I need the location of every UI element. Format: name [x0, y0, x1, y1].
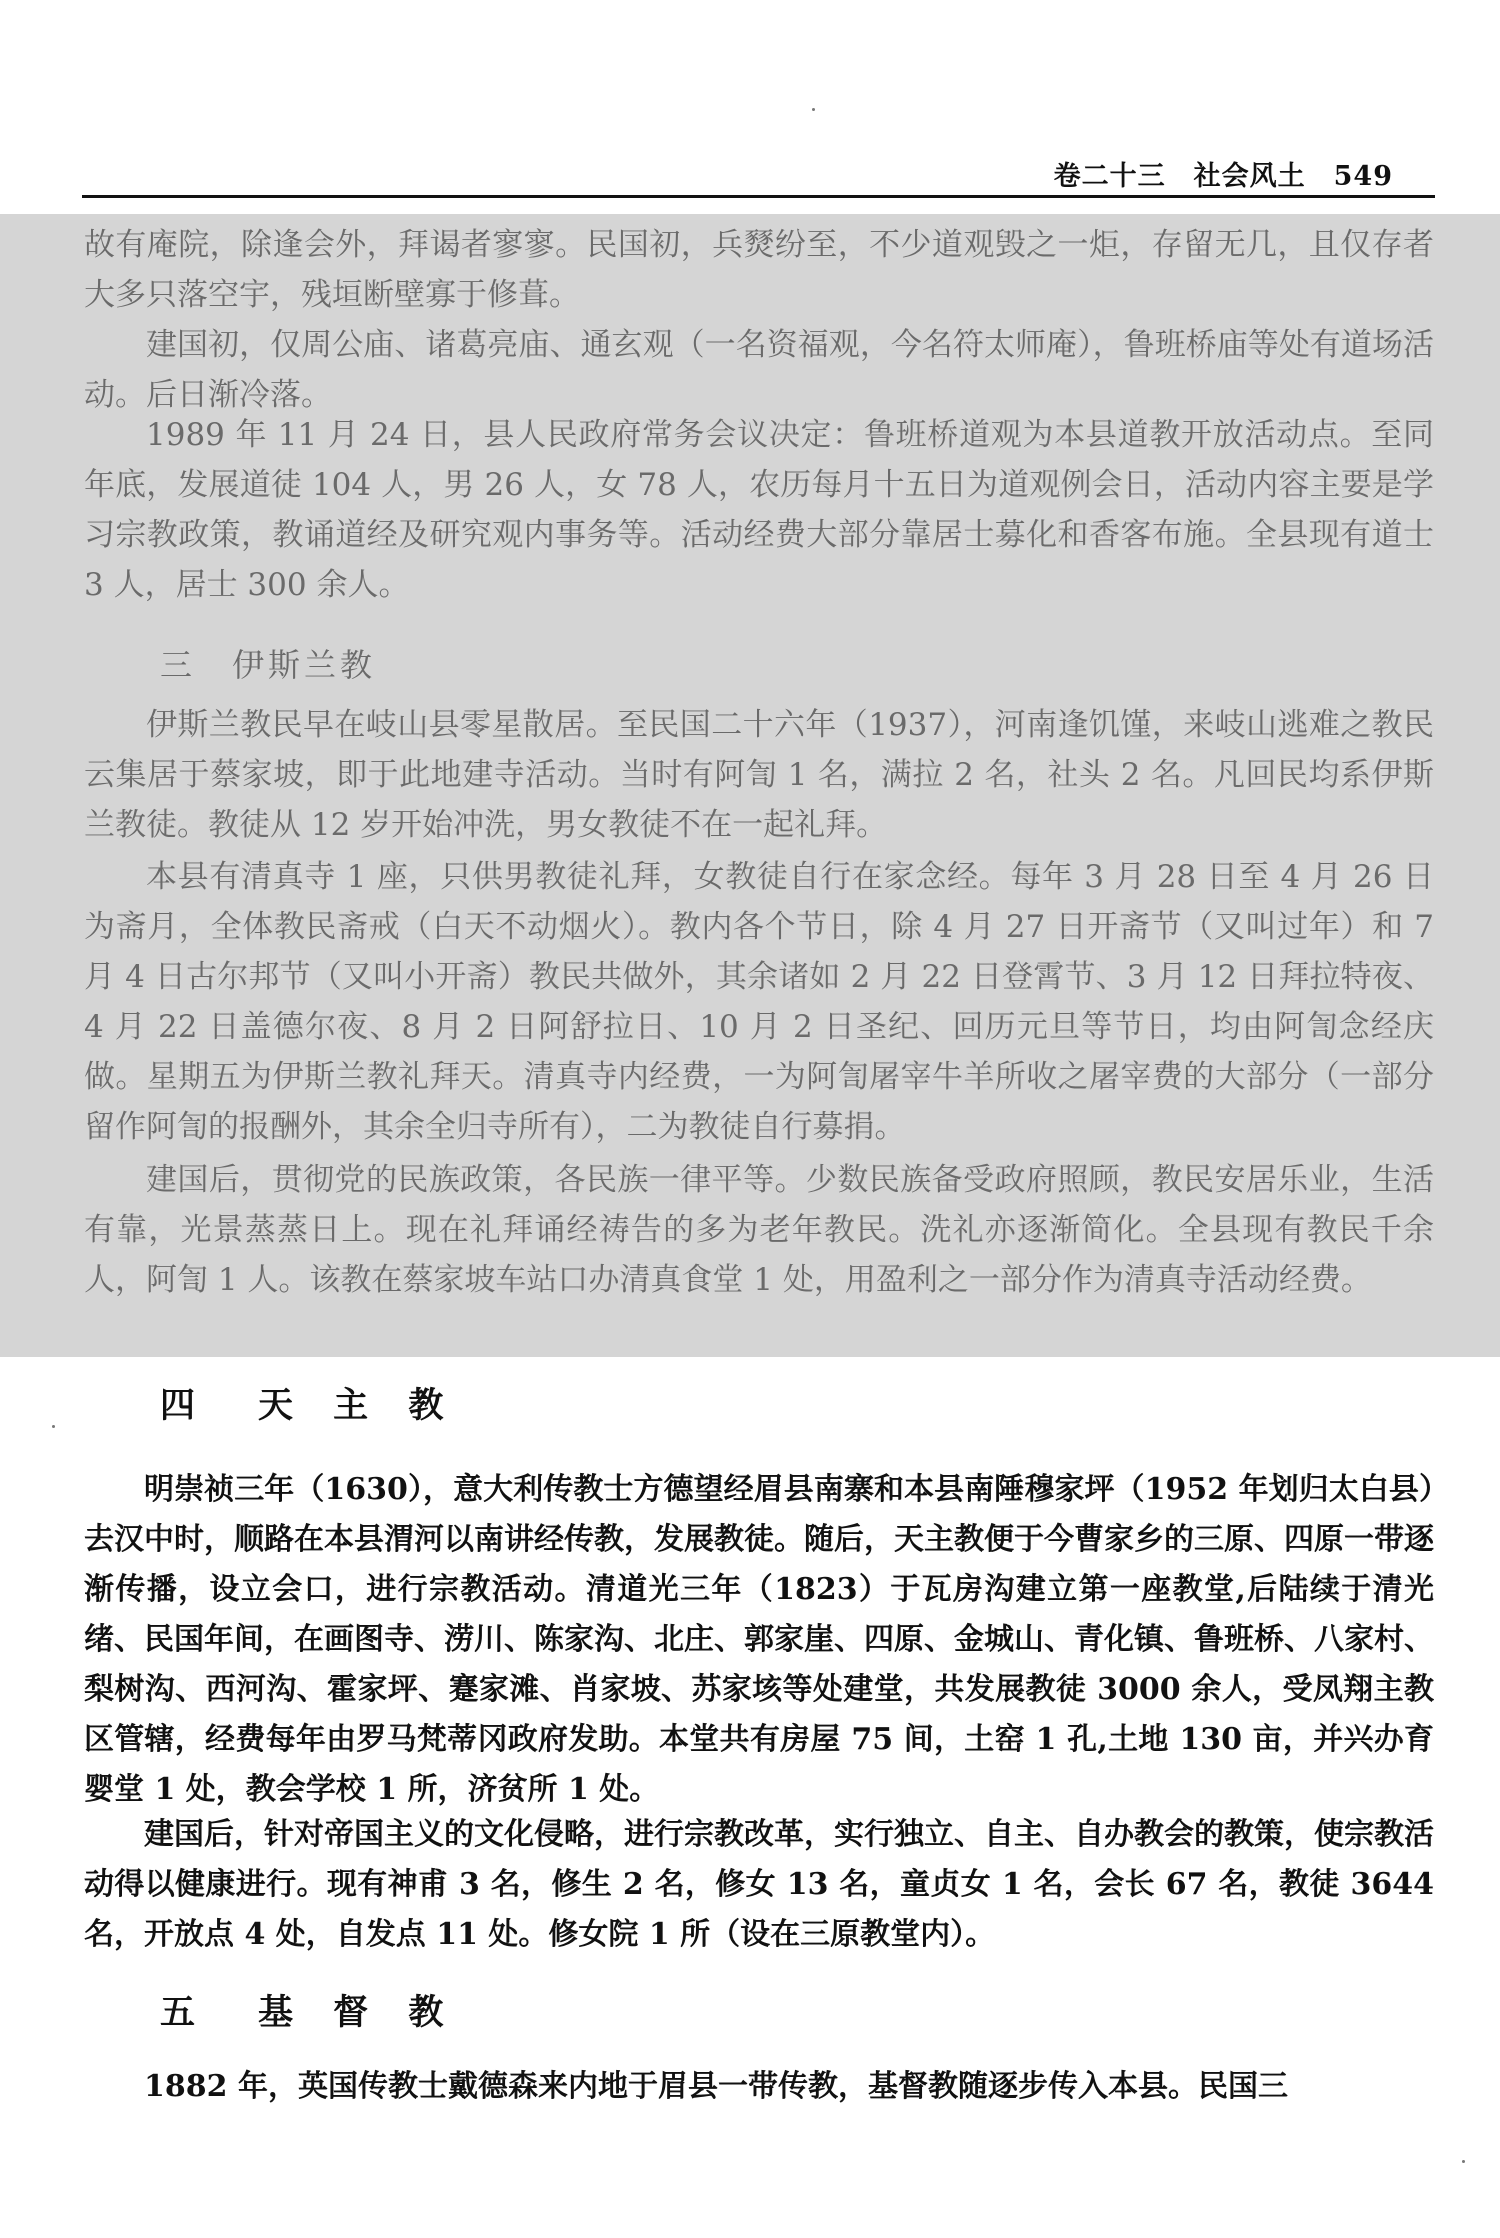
paragraph-catholicism-after-prc: 建国后，针对帝国主义的文化侵略，进行宗教改革，实行独立、自主、自办教会的教策，使宗教活动得以健康进行。现有神甫 3 名，修生 2 名，修女 13 名，童贞女 1 名，会长 67 名，教徒 3644 名，开放点 4 处，自发点 11 处。修女院 1 所（设在三原教堂内）。 — [84, 1817, 1434, 1952]
paragraph-islam-origin: 伊斯兰教民早在岐山县零星散居。至民国二十六年（1937），河南逢饥馑，来岐山逃难之教民云集居于蔡家坡，即于此地建寺活动。当时有阿訇 1 名，满拉 2 名，社头 2 名。凡回民均系伊斯兰教徒。教徒从 12 岁开始冲洗，男女教徒不在一起礼拜。 — [84, 707, 1434, 843]
paragraph-daoism-decline: 故有庵院，除逢会外，拜谒者寥寥。民国初，兵燹纷至，不少道观毁之一炬，存留无几，且仅存者大多只落空宇，残垣断壁寡于修葺。 — [84, 227, 1434, 313]
scan-speck — [52, 1425, 55, 1428]
header-rule — [82, 195, 1435, 198]
paragraph-islam-mosque: 本县有清真寺 1 座，只供男教徒礼拜，女教徒自行在家念经。每年 3 月 28 日至 4 月 26 日为斋月，全体教民斋戒（白天不动烟火）。教内各个节日，除 4 月 27 日开斋节（又叫过年）和 7 月 4 日古尔邦节（又叫小开斋）教民共做外，其余诸如 2 月 22 日登霄节、3 月 12 日拜拉特夜、4 月 22 日盖德尔夜、8 月 2 日阿舒拉日、10 月 2 日圣纪、回历元旦等节日，均由阿訇念经庆做。星期五为伊斯兰教礼拜天。清真寺内经费，一为阿訇屠宰牛羊所收之屠宰费的大部分（一部分留作阿訇的报酬外，其余全归寺所有），二为教徒自行募捐。 — [84, 859, 1434, 1145]
running-header — [82, 150, 1435, 198]
paragraph-daoism-1989: 1989 年 11 月 24 日，县人民政府常务会议决定：鲁班桥道观为本县道教开放活动点。至同年底，发展道徒 104 人，男 26 人，女 78 人，农历每月十五日为道观例会日，活动内容主要是学习宗教政策，教诵道经及研究观内事务等。活动经费大部分靠居士募化和香客布施。全县现有道士 3 人，居士 300 余人。 — [84, 417, 1434, 603]
running-title: 卷二十三 社会风土 549 — [1053, 161, 1393, 192]
paragraph-daoism-early-prc: 建国初，仅周公庙、诸葛亮庙、通玄观（一名资福观，今名符太师庵），鲁班桥庙等处有道场活动。后日渐冷落。 — [84, 327, 1434, 413]
section-heading-islam: 三 伊斯兰教 — [160, 646, 377, 684]
scan-speck — [812, 108, 815, 111]
paragraph-islam-after-prc: 建国后，贯彻党的民族政策，各民族一律平等。少数民族备受政府照顾，教民安居乐业，生活有靠，光景蒸蒸日上。现在礼拜诵经祷告的多为老年教民。洗礼亦逐渐简化。全县现有教民千余人，阿訇 1 人。该教在蔡家坡车站口办清真食堂 1 处，用盈利之一部分作为清真寺活动经费。 — [84, 1162, 1434, 1298]
paragraph-christianity-origin: 1882 年，英国传教士戴德森来内地于眉县一带传教，基督教随逐步传入本县。民国三 — [144, 2069, 1288, 2104]
scan-speck — [1462, 2160, 1465, 2163]
paragraph-catholicism-history: 明崇祯三年（1630），意大利传教士方德望经眉县南寨和本县南陲穆家坪（1952 年划归太白县）去汉中时，顺路在本县渭河以南讲经传教，发展教徒。随后，天主教便于今曹家乡的三原、四原一带逐渐传播，设立会口，进行宗教活动。清道光三年（1823）于瓦房沟建立第一座教堂,后陆续于清光绪、民国年间，在画图寺、涝川、陈家沟、北庄、郭家崖、四原、金城山、青化镇、鲁班桥、八家村、梨树沟、西河沟、霍家坪、蹇家滩、肖家坡、苏家垓等处建堂，共发展教徒 3000 余人，受凤翔主教区管辖，经费每年由罗马梵蒂冈政府发助。本堂共有房屋 75 间，土窑 1 孔,土地 130 亩，并兴办育婴堂 1 处，教会学校 1 所，济贫所 1 处。 — [84, 1472, 1434, 1807]
section-heading-catholicism: 四 天 主 教 — [160, 1385, 458, 1426]
section-heading-christianity: 五 基 督 教 — [160, 1992, 458, 2033]
